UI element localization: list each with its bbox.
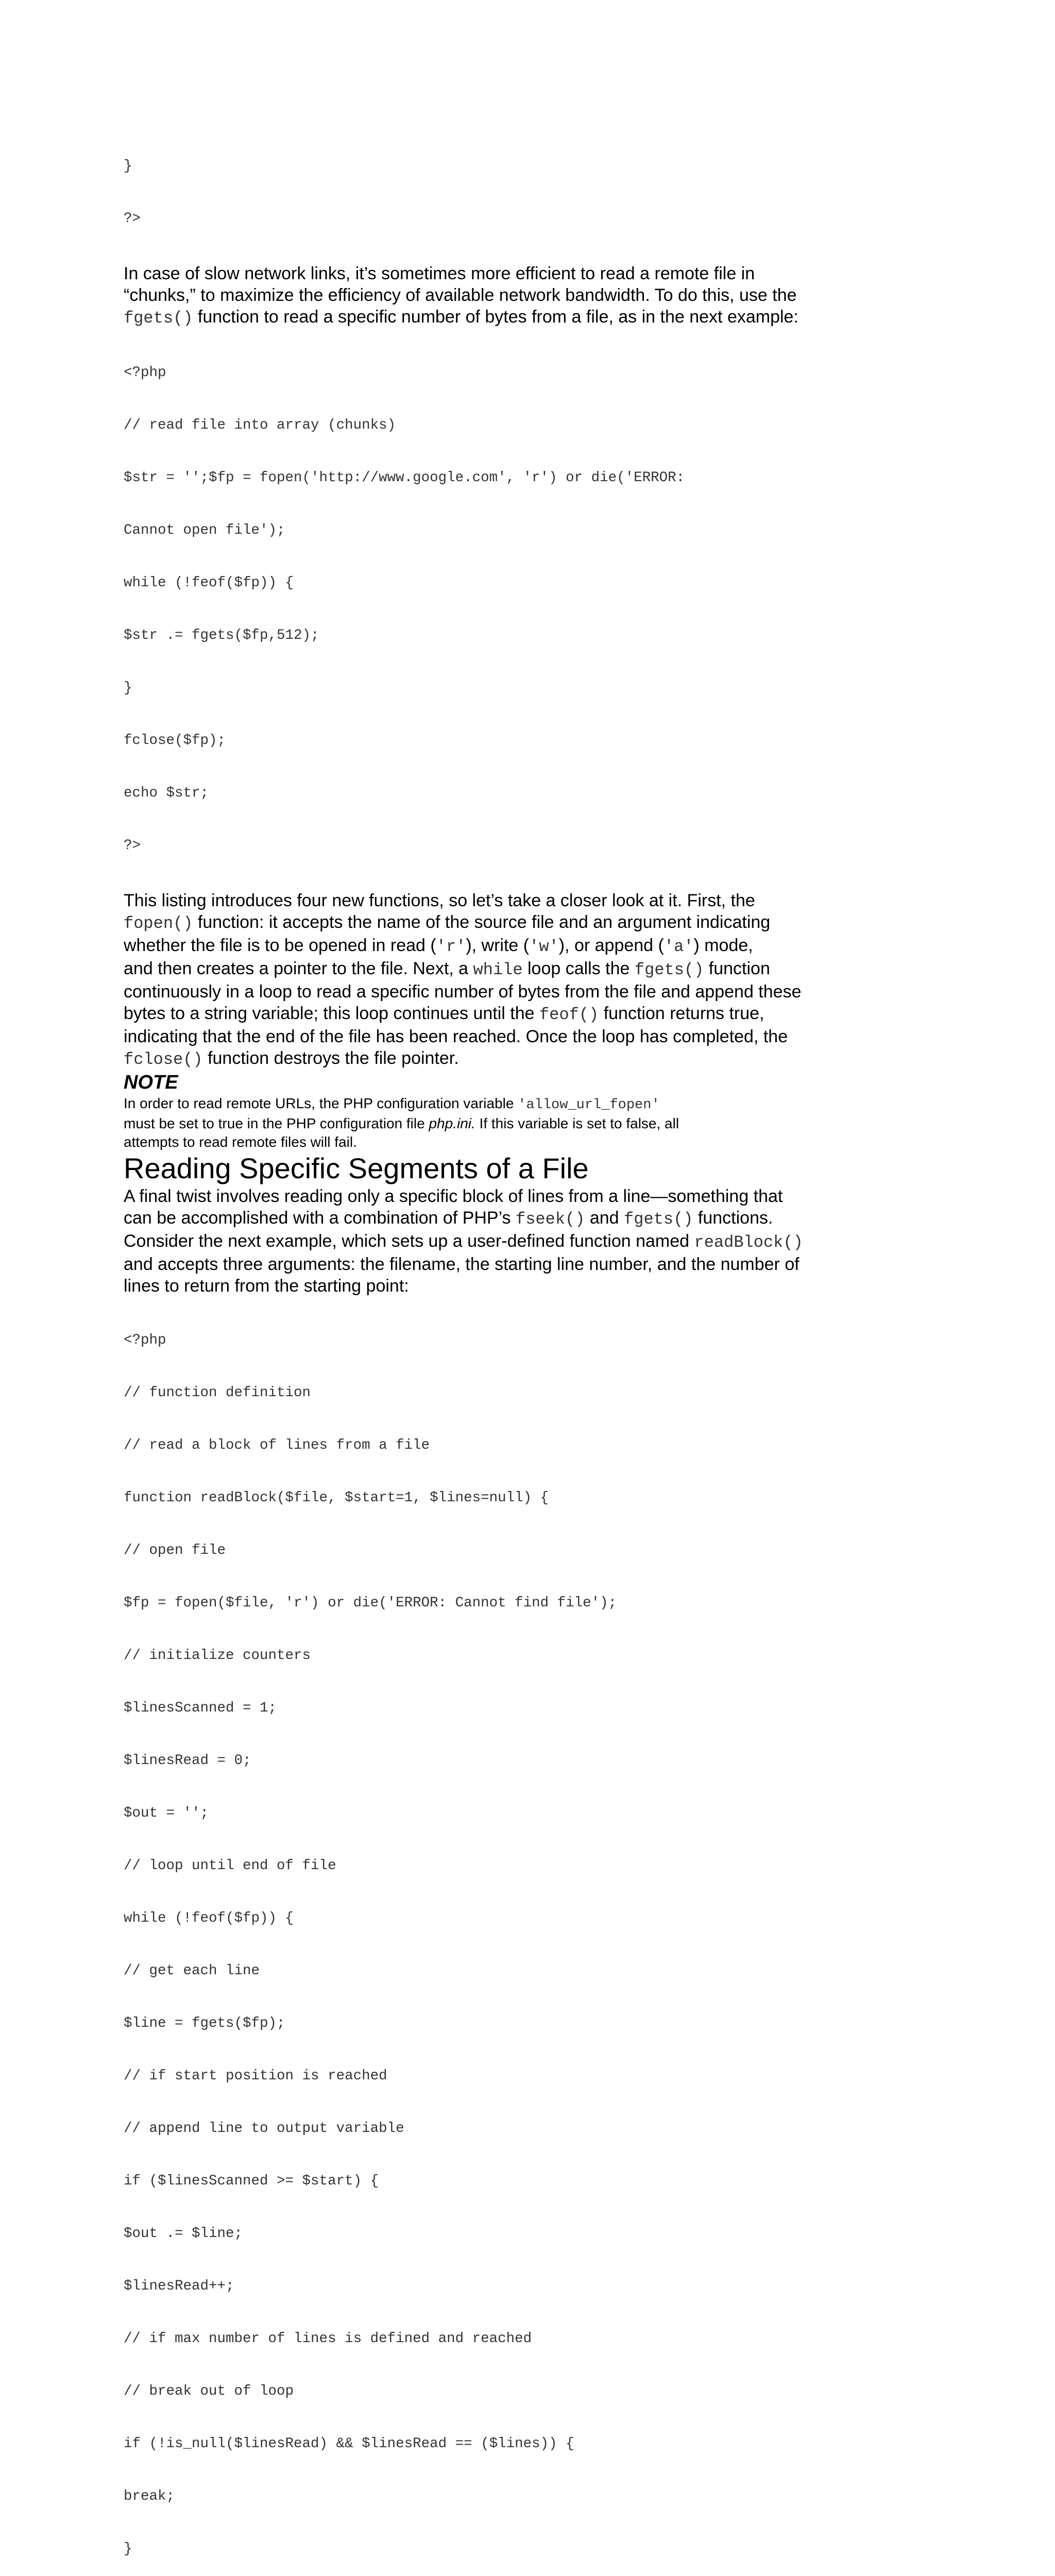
code-line: // function definition — [124, 1385, 311, 1401]
code-line: } — [124, 158, 132, 174]
code-line: echo $str; — [124, 785, 209, 801]
text-span: and then creates a pointer to the file. Next, a — [124, 959, 473, 978]
text-span: Consider the next example, which sets up a user-defined function named — [124, 1231, 694, 1251]
text-span: must be set to true in the PHP configuration file — [124, 1115, 429, 1131]
text-line: continuously in a loop to read a specific number of bytes from the file and append these — [124, 982, 802, 1002]
text-line: This listing introduces four new functions, so let’s take a closer look at it. First, the — [124, 891, 755, 910]
text-span: whether the file is to be opened in read ( — [124, 936, 436, 955]
text-line — [124, 911, 845, 935]
inline-code: fopen() — [124, 914, 193, 933]
code-line: Cannot open file'); — [124, 522, 285, 538]
inline-code: while — [473, 960, 523, 979]
note-heading: NOTE — [124, 1072, 178, 1093]
inline-code: 'a' — [663, 937, 694, 956]
code-line: $out = ''; — [124, 1805, 209, 1821]
code-line: // initialize counters — [124, 1648, 311, 1664]
text-span: loop calls the — [522, 959, 635, 978]
code-line: $out .= $line; — [124, 2226, 243, 2242]
code-line: } — [124, 2541, 132, 2557]
text-line — [124, 958, 845, 981]
inline-code: readBlock() — [694, 1233, 803, 1252]
code-line: } — [124, 680, 132, 696]
text-span: ), or append ( — [558, 936, 664, 955]
text-span: can be accomplished with a combination of PHP’s — [124, 1208, 516, 1228]
note-body — [124, 1094, 845, 1151]
section-heading: Reading Specific Segments of a File — [124, 1152, 589, 1184]
code-line: function readBlock($file, $start=1, $lines=null) { — [124, 1490, 549, 1506]
code-line: // loop until end of file — [124, 1858, 336, 1874]
code-line: $line = fgets($fp); — [124, 2015, 285, 2031]
inline-code: fgets() — [624, 1210, 693, 1229]
code-line: if ($linesScanned >= $start) { — [124, 2173, 379, 2189]
code-line: <?php — [124, 1332, 166, 1348]
text-line — [124, 1114, 845, 1133]
text-span: In order to read remote URLs, the PHP configuration variable — [124, 1095, 518, 1111]
inline-code: 'w' — [529, 937, 559, 956]
code-line: if (!is_null($linesRead) && $linesRead == ($lines)) { — [124, 2436, 574, 2452]
text-line — [124, 1094, 845, 1114]
text-span: function — [704, 959, 770, 978]
text-line — [124, 1047, 845, 1071]
text-line: “chunks,” to maximize the efficiency of available network bandwidth. To do this, use the — [124, 285, 797, 305]
inline-code: 'r' — [436, 937, 466, 956]
text-span: function to read a specific number of bytes from a file, as in the next example: — [193, 307, 798, 327]
document-page — [124, 123, 845, 2576]
code-line: // get each line — [124, 1963, 260, 1979]
text-line: lines to return from the starting point: — [124, 1276, 409, 1296]
code-line: $linesRead = 0; — [124, 1753, 251, 1769]
text-line: indicating that the end of the file has been reached. Once the loop has completed, the — [124, 1027, 788, 1046]
text-span: ) mode, — [693, 936, 753, 955]
paragraph-functions-explained — [124, 890, 845, 1071]
code-line: $fp = fopen($file, 'r') or die('ERROR: Cannot find file'); — [124, 1595, 617, 1611]
code-line: // if start position is reached — [124, 2068, 387, 2084]
text-line — [124, 1230, 845, 1253]
code-line: // open file — [124, 1543, 226, 1558]
text-span: functions. — [693, 1208, 773, 1228]
text-line — [124, 306, 845, 329]
code-line: <?php — [124, 365, 166, 381]
paragraph-readblock-intro — [124, 1185, 845, 1297]
inline-code: feof() — [539, 1005, 599, 1024]
text-span: ), write ( — [466, 936, 530, 955]
text-line — [124, 1207, 845, 1230]
code-block-chunks — [124, 329, 845, 890]
text-span: If this variable is set to false, all — [475, 1115, 679, 1131]
text-line — [124, 1003, 845, 1026]
code-line: // append line to output variable — [124, 2121, 404, 2137]
text-line: and accepts three arguments: the filename, the starting line number, and the number of — [124, 1255, 799, 1274]
text-line: A final twist involves reading only a specific block of lines from a line—something that — [124, 1187, 783, 1206]
code-line: $linesRead++; — [124, 2278, 234, 2294]
inline-code: fseek() — [516, 1210, 585, 1229]
text-span: bytes to a string variable; this loop continues until the — [124, 1004, 540, 1023]
code-block-readblock — [124, 1297, 845, 2576]
text-span: and — [585, 1208, 624, 1228]
code-line: ?> — [124, 211, 141, 227]
text-line: In case of slow network links, it’s sometimes more efficient to read a remote file in — [124, 264, 755, 283]
inline-code: 'allow_url_fopen' — [518, 1097, 660, 1113]
code-line: // break out of loop — [124, 2383, 294, 2399]
code-line: break; — [124, 2488, 175, 2504]
code-line: fclose($fp); — [124, 733, 226, 749]
code-line: $str .= fgets($fp,512); — [124, 628, 319, 643]
code-line: // read a block of lines from a file — [124, 1437, 430, 1453]
code-line: while (!feof($fp)) { — [124, 1910, 294, 1926]
code-line: while (!feof($fp)) { — [124, 575, 294, 591]
inline-code: fclose() — [124, 1050, 203, 1069]
text-span: function: it accepts the name of the source file and an argument indicating — [193, 912, 771, 932]
inline-code: fgets() — [124, 309, 193, 328]
code-line: // if max number of lines is defined and reached — [124, 2331, 532, 2347]
code-line: // read file into array (chunks) — [124, 417, 396, 433]
code-line: $linesScanned = 1; — [124, 1700, 277, 1716]
text-line: attempts to read remote files will fail. — [124, 1134, 357, 1150]
italic-filename: php.ini. — [429, 1115, 475, 1131]
code-block-top — [124, 123, 845, 263]
text-span: function destroys the file pointer. — [202, 1048, 459, 1068]
inline-code: fgets() — [634, 960, 704, 979]
paragraph-chunks-intro — [124, 263, 845, 329]
text-span: function returns true, — [599, 1004, 764, 1023]
code-line: ?> — [124, 838, 141, 854]
text-line — [124, 935, 845, 958]
code-line: $str = '';$fp = fopen('http://www.google.com', 'r') or die('ERROR: — [124, 470, 685, 486]
